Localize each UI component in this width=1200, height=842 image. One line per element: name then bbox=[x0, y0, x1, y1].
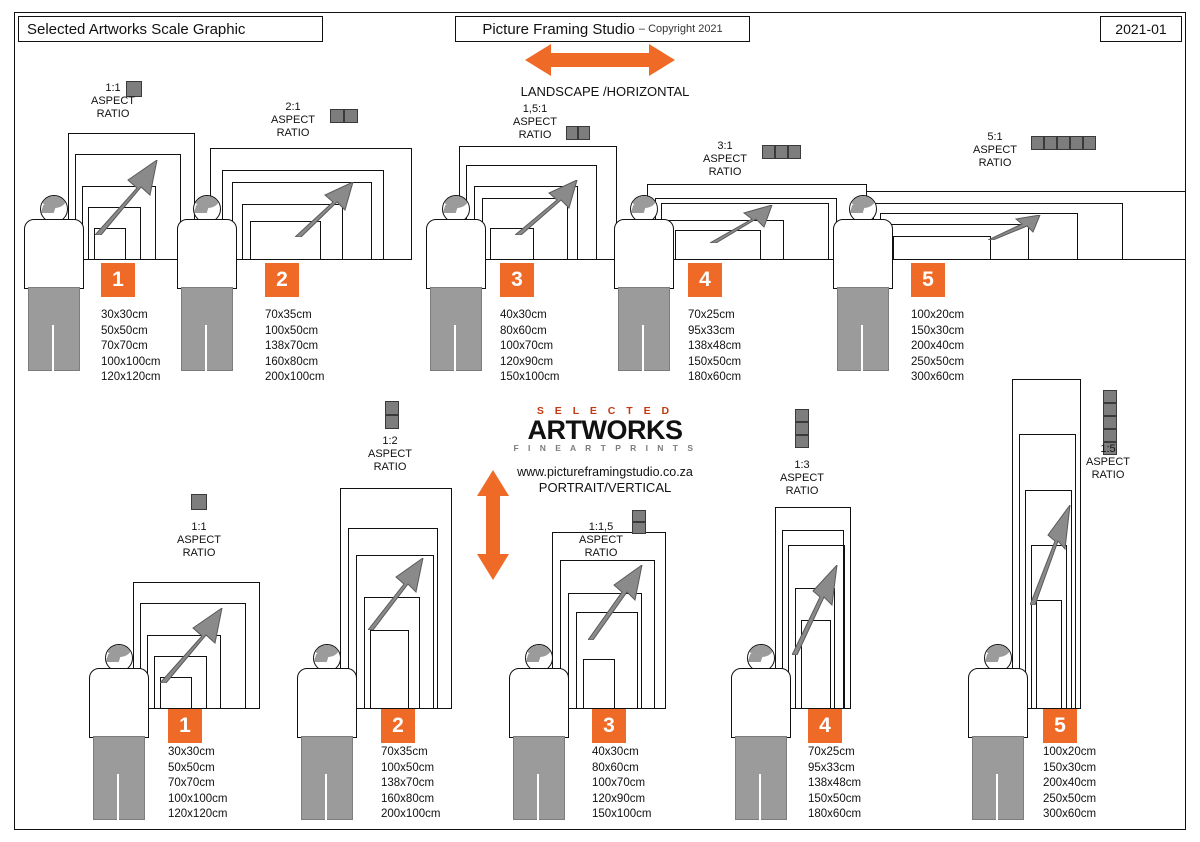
person-torso bbox=[297, 668, 357, 738]
person-legs bbox=[28, 287, 80, 371]
landscape-badge-3-text: 3 bbox=[511, 268, 523, 291]
person-leg-split bbox=[861, 325, 863, 371]
portrait-ratio-1-caption-aspect: ASPECT bbox=[176, 534, 221, 546]
portrait-badge-5-text: 5 bbox=[1054, 714, 1066, 737]
person-leg-split bbox=[996, 774, 998, 820]
size-item: 160x80cm bbox=[381, 792, 435, 805]
size-item: 50x50cm bbox=[101, 324, 148, 337]
size-item: 150x100cm bbox=[592, 808, 652, 820]
person-torso bbox=[968, 668, 1028, 738]
portrait-sizes-5 bbox=[1043, 745, 1096, 823]
landscape-ratio-2-value: 2:1 bbox=[285, 101, 301, 113]
person-leg-split bbox=[325, 774, 327, 820]
size-item: 138x70cm bbox=[381, 777, 435, 789]
header-doc-code bbox=[1100, 16, 1182, 42]
size-item: 150x100cm bbox=[500, 371, 560, 383]
portrait-growth-arrow-2 bbox=[368, 558, 428, 630]
person-legs bbox=[972, 736, 1024, 820]
size-item: 100x70cm bbox=[500, 340, 554, 352]
landscape-badge-1-text: 1 bbox=[112, 268, 124, 291]
size-item: 250x50cm bbox=[1043, 792, 1097, 805]
portrait-badge-4 bbox=[808, 709, 842, 743]
portrait-growth-arrow-3 bbox=[588, 565, 646, 640]
landscape-ratio-1-caption-aspect: ASPECT bbox=[90, 95, 135, 107]
person-legs bbox=[301, 736, 353, 820]
person-legs bbox=[181, 287, 233, 371]
size-item: 70x70cm bbox=[168, 777, 215, 789]
portrait-ratio-2-value: 1:2 bbox=[382, 435, 398, 447]
landscape-person-2 bbox=[177, 195, 237, 370]
landscape-orientation-label: LANDSCAPE /HORIZONTAL bbox=[520, 84, 690, 99]
size-item: 70x25cm bbox=[688, 309, 735, 321]
size-item: 160x80cm bbox=[265, 355, 319, 368]
landscape-growth-arrow-5 bbox=[988, 215, 1043, 240]
landscape-sizes-1 bbox=[101, 308, 160, 386]
size-item: 180x60cm bbox=[808, 808, 862, 820]
portrait-badge-1 bbox=[168, 709, 202, 743]
brand-line-selected: S E L E C T E D bbox=[536, 405, 674, 417]
size-item: 95x33cm bbox=[688, 324, 735, 337]
portrait-person-2 bbox=[297, 644, 357, 819]
size-item: 120x90cm bbox=[592, 792, 646, 805]
landscape-badge-3 bbox=[500, 263, 534, 297]
portrait-swatch-1 bbox=[191, 494, 207, 510]
size-item: 150x50cm bbox=[808, 792, 862, 805]
portrait-ratio-4-caption-ratio: RATIO bbox=[785, 485, 819, 497]
landscape-swatch-4 bbox=[762, 145, 801, 159]
portrait-swatch-4 bbox=[795, 409, 809, 448]
portrait-person-3 bbox=[509, 644, 569, 819]
person-leg-split bbox=[52, 325, 54, 371]
size-item: 120x120cm bbox=[168, 808, 228, 820]
portrait-person-1 bbox=[89, 644, 149, 819]
landscape-person-5 bbox=[833, 195, 893, 370]
size-item: 100x20cm bbox=[911, 309, 965, 321]
landscape-ratio-3-value: 1,5:1 bbox=[522, 103, 548, 115]
landscape-ratio-1-value: 1:1 bbox=[105, 82, 121, 94]
person-torso bbox=[24, 219, 84, 289]
size-item: 200x100cm bbox=[265, 371, 325, 383]
size-item: 250x50cm bbox=[911, 355, 965, 368]
portrait-sizes-3 bbox=[592, 745, 651, 823]
portrait-badge-4-text: 4 bbox=[819, 714, 831, 737]
person-torso bbox=[177, 219, 237, 289]
size-item: 200x100cm bbox=[381, 808, 441, 820]
portrait-badge-3-text: 3 bbox=[603, 714, 615, 737]
size-item: 100x50cm bbox=[265, 324, 319, 337]
brand-line-tagline: F I N E A R T P R I N T S bbox=[513, 443, 697, 453]
person-legs bbox=[513, 736, 565, 820]
brand-line-artworks: ARTWORKS bbox=[527, 415, 683, 445]
portrait-ratio-4 bbox=[773, 459, 831, 498]
size-item: 100x20cm bbox=[1043, 746, 1097, 758]
copyright-note: – Copyright 2021 bbox=[638, 23, 723, 35]
landscape-sizes-5 bbox=[911, 308, 964, 386]
size-item: 150x30cm bbox=[911, 324, 965, 337]
person-leg-split bbox=[642, 325, 644, 371]
portrait-sizes-1 bbox=[168, 745, 227, 823]
header-center-title bbox=[455, 16, 750, 42]
size-item: 70x70cm bbox=[101, 340, 148, 352]
portrait-badge-3 bbox=[592, 709, 626, 743]
landscape-growth-arrow-3 bbox=[515, 180, 585, 235]
header-left-title bbox=[18, 16, 323, 42]
portrait-growth-arrow-4 bbox=[792, 565, 840, 655]
person-torso bbox=[509, 668, 569, 738]
size-item: 180x60cm bbox=[688, 371, 742, 383]
landscape-ratio-5-caption-aspect: ASPECT bbox=[972, 144, 1017, 156]
size-item: 300x60cm bbox=[911, 371, 965, 383]
size-item: 80x60cm bbox=[592, 761, 639, 774]
landscape-swatch-5 bbox=[1031, 136, 1096, 150]
portrait-ratio-5-caption-aspect: ASPECT bbox=[1085, 456, 1130, 468]
portrait-badge-5 bbox=[1043, 709, 1077, 743]
landscape-ratio-2-caption-aspect: ASPECT bbox=[270, 114, 315, 126]
landscape-ratio-4-value: 3:1 bbox=[717, 140, 733, 152]
size-item: 100x70cm bbox=[592, 777, 646, 789]
person-leg-split bbox=[454, 325, 456, 371]
person-torso bbox=[731, 668, 791, 738]
size-item: 40x30cm bbox=[592, 746, 639, 758]
size-item: 138x48cm bbox=[688, 340, 742, 352]
size-item: 138x48cm bbox=[808, 777, 862, 789]
landscape-ratio-5-value: 5:1 bbox=[987, 131, 1003, 143]
portrait-ratio-5-value: 1:5 bbox=[1100, 443, 1116, 455]
portrait-sizes-2 bbox=[381, 745, 440, 823]
person-legs bbox=[735, 736, 787, 820]
landscape-badge-5-text: 5 bbox=[922, 268, 934, 291]
person-torso bbox=[833, 219, 893, 289]
landscape-badge-4-text: 4 bbox=[699, 268, 711, 291]
person-leg-split bbox=[205, 325, 207, 371]
person-leg-split bbox=[117, 774, 119, 820]
brand-website-url: www.pictureframingstudio.co.za bbox=[517, 465, 693, 479]
portrait-ratio-1 bbox=[170, 521, 228, 560]
portrait-sizes-4 bbox=[808, 745, 861, 823]
size-item: 150x30cm bbox=[1043, 761, 1097, 774]
portrait-person-5 bbox=[968, 644, 1028, 819]
portrait-badge-2-text: 2 bbox=[392, 714, 404, 737]
size-item: 138x70cm bbox=[265, 340, 319, 352]
portrait-badge-1-text: 1 bbox=[179, 714, 191, 737]
size-item: 200x40cm bbox=[911, 340, 965, 352]
portrait-growth-arrow-5 bbox=[1030, 505, 1072, 605]
person-torso bbox=[89, 668, 149, 738]
landscape-badge-1 bbox=[101, 263, 135, 297]
person-torso bbox=[426, 219, 486, 289]
size-item: 70x35cm bbox=[265, 309, 312, 321]
person-legs bbox=[93, 736, 145, 820]
landscape-person-1 bbox=[24, 195, 84, 370]
size-item: 100x100cm bbox=[101, 355, 161, 368]
size-item: 40x30cm bbox=[500, 309, 547, 321]
portrait-person-4 bbox=[731, 644, 791, 819]
size-item: 95x33cm bbox=[808, 761, 855, 774]
size-item: 100x50cm bbox=[381, 761, 435, 774]
doc-code-text: 2021-01 bbox=[1115, 21, 1167, 37]
portrait-growth-arrow-1 bbox=[160, 608, 230, 683]
portrait-frame-5-1 bbox=[1036, 600, 1062, 709]
portrait-orientation-label: PORTRAIT/VERTICAL bbox=[538, 480, 672, 495]
landscape-ratio-5-caption-ratio: RATIO bbox=[978, 157, 1012, 169]
landscape-ratio-4 bbox=[690, 140, 760, 179]
size-item: 30x30cm bbox=[168, 746, 215, 758]
landscape-ratio-1 bbox=[78, 82, 148, 121]
portrait-swatch-3 bbox=[632, 510, 646, 534]
person-legs bbox=[837, 287, 889, 371]
person-leg-split bbox=[537, 774, 539, 820]
landscape-growth-arrow-1 bbox=[95, 160, 165, 235]
landscape-ratio-3 bbox=[500, 103, 570, 142]
size-item: 120x90cm bbox=[500, 355, 554, 368]
portrait-ratio-5 bbox=[1079, 443, 1137, 482]
size-item: 300x60cm bbox=[1043, 808, 1097, 820]
studio-name: Picture Framing Studio bbox=[482, 20, 635, 38]
portrait-ratio-2 bbox=[361, 435, 419, 474]
portrait-ratio-2-caption-ratio: RATIO bbox=[373, 461, 407, 473]
portrait-ratio-1-caption-ratio: RATIO bbox=[182, 547, 216, 559]
portrait-ratio-3 bbox=[570, 521, 632, 560]
landscape-ratio-2 bbox=[258, 101, 328, 140]
size-item: 30x30cm bbox=[101, 309, 148, 321]
landscape-ratio-3-caption-ratio: RATIO bbox=[518, 129, 552, 141]
landscape-frame-5-1 bbox=[893, 236, 991, 260]
landscape-ratio-4-caption-aspect: ASPECT bbox=[702, 153, 747, 165]
size-item: 120x120cm bbox=[101, 371, 161, 383]
landscape-badge-4 bbox=[688, 263, 722, 297]
landscape-growth-arrow-2 bbox=[295, 182, 360, 237]
size-item: 70x35cm bbox=[381, 746, 428, 758]
person-leg-split bbox=[759, 774, 761, 820]
size-item: 150x50cm bbox=[688, 355, 742, 368]
landscape-ratio-3-caption-aspect: ASPECT bbox=[512, 116, 557, 128]
size-item: 50x50cm bbox=[168, 761, 215, 774]
landscape-ratio-5 bbox=[960, 131, 1030, 170]
portrait-ratio-4-caption-aspect: ASPECT bbox=[779, 472, 824, 484]
person-torso bbox=[614, 219, 674, 289]
landscape-badge-5 bbox=[911, 263, 945, 297]
landscape-sizes-3 bbox=[500, 308, 559, 386]
size-item: 200x40cm bbox=[1043, 777, 1097, 789]
portrait-swatch-2 bbox=[385, 401, 399, 429]
portrait-frame-2-1 bbox=[370, 630, 409, 709]
portrait-ratio-5-caption-ratio: RATIO bbox=[1091, 469, 1125, 481]
portrait-badge-2 bbox=[381, 709, 415, 743]
landscape-ratio-2-caption-ratio: RATIO bbox=[276, 127, 310, 139]
portrait-ratio-3-caption-ratio: RATIO bbox=[584, 547, 618, 559]
portrait-ratio-3-caption-aspect: ASPECT bbox=[578, 534, 623, 546]
size-item: 80x60cm bbox=[500, 324, 547, 337]
landscape-growth-arrow-4 bbox=[710, 205, 780, 243]
landscape-person-4 bbox=[614, 195, 674, 370]
header-left-title-text: Selected Artworks Scale Graphic bbox=[27, 20, 246, 38]
landscape-swatch-2 bbox=[330, 109, 358, 123]
landscape-double-arrow-icon bbox=[525, 42, 675, 78]
size-item: 100x100cm bbox=[168, 792, 228, 805]
portrait-ratio-3-value: 1:1,5 bbox=[588, 521, 614, 533]
landscape-badge-2 bbox=[265, 263, 299, 297]
landscape-ratio-4-caption-ratio: RATIO bbox=[708, 166, 742, 178]
landscape-person-3 bbox=[426, 195, 486, 370]
portrait-frame-3-1 bbox=[583, 659, 615, 709]
portrait-ratio-1-value: 1:1 bbox=[191, 521, 207, 533]
person-legs bbox=[618, 287, 670, 371]
brand-block bbox=[495, 405, 715, 479]
portrait-ratio-2-caption-aspect: ASPECT bbox=[367, 448, 412, 460]
person-legs bbox=[430, 287, 482, 371]
size-item: 70x25cm bbox=[808, 746, 855, 758]
landscape-ratio-1-caption-ratio: RATIO bbox=[96, 108, 130, 120]
landscape-sizes-2 bbox=[265, 308, 324, 386]
landscape-badge-2-text: 2 bbox=[276, 268, 288, 291]
portrait-ratio-4-value: 1:3 bbox=[794, 459, 810, 471]
landscape-sizes-4 bbox=[688, 308, 741, 386]
